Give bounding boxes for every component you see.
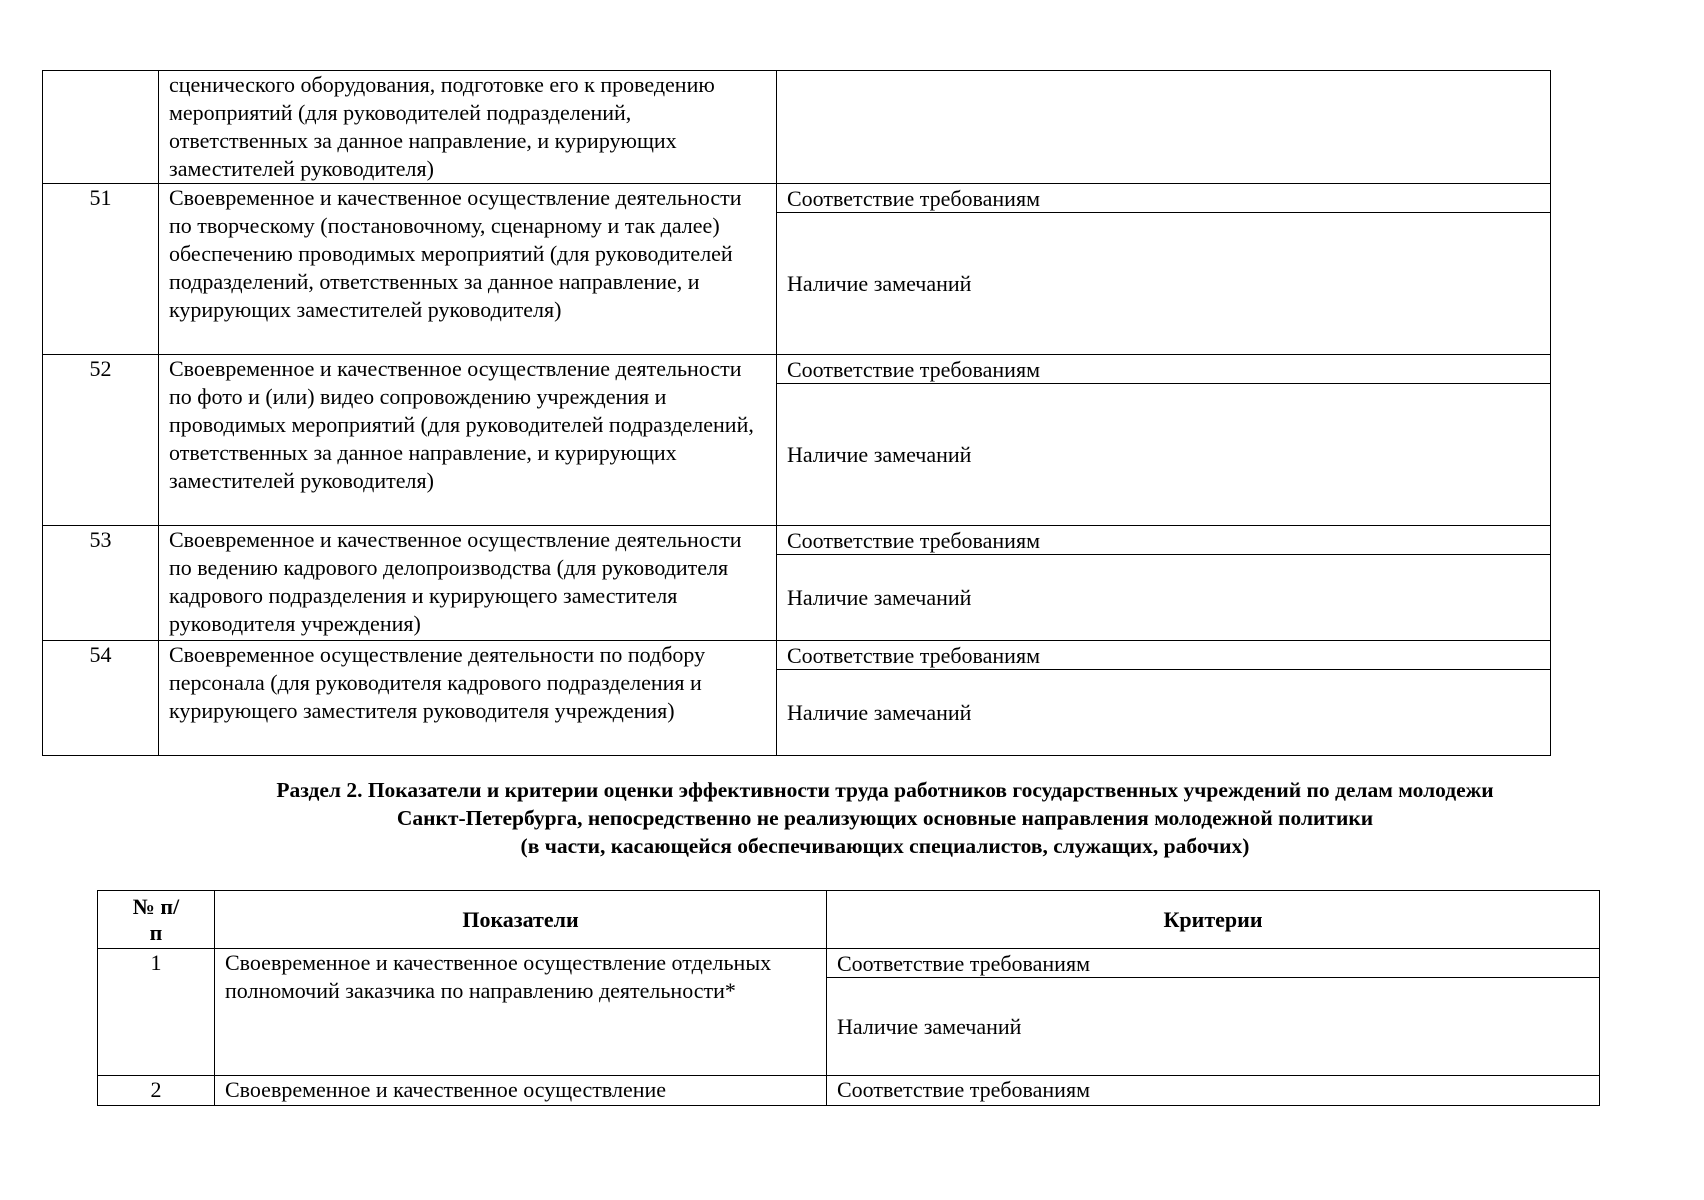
criteria-table-continued — [42, 70, 1551, 756]
section-heading-line: (в части, касающейся обеспечивающих специалистов, служащих, рабочих) — [520, 834, 1250, 858]
indicator-text: Своевременное и качественное осуществление деятельности по творческому (постановочному, сценарному и так далее) обеспечению проводимых мероприятий (для руководителей подразделений, ответственных за данное направление, и курирующих заместителей руководителя) — [159, 184, 777, 355]
criteria-cell — [827, 1076, 1600, 1106]
row-number: 2 — [98, 1076, 215, 1106]
table-row — [43, 641, 1551, 756]
criteria-table-section2 — [97, 890, 1600, 1106]
criterion-compliance: Соответствие требованиям — [837, 1077, 1090, 1102]
criterion-remarks: Наличие замечаний — [787, 699, 972, 725]
table-header-row — [98, 891, 1600, 949]
criterion-remarks: Наличие замечаний — [837, 1013, 1022, 1039]
header-criteria: Критерии — [827, 891, 1600, 949]
row-number: 54 — [43, 641, 159, 756]
table-row — [98, 1076, 1600, 1106]
criteria-cell — [777, 526, 1551, 641]
indicator-text: Своевременное и качественное осуществление — [215, 1076, 827, 1106]
header-number: № п/п — [98, 891, 215, 949]
table-row — [43, 71, 1551, 184]
table-row — [43, 355, 1551, 526]
row-number: 53 — [43, 526, 159, 641]
criterion-compliance: Соответствие требованиям — [777, 526, 1550, 555]
section-heading-line: Санкт-Петербурга, непосредственно не реализующих основные направления молодежной политики — [396, 806, 1374, 830]
criterion-compliance: Соответствие требованиям — [777, 641, 1550, 670]
indicator-text: сценического оборудования, подготовке его к проведению мероприятий (для руководителей подразделений, ответственных за данное направление, и курирующих заместителей руководителя) — [159, 71, 777, 184]
criterion-remarks: Наличие замечаний — [787, 270, 972, 296]
row-number — [43, 71, 159, 184]
indicator-text: Своевременное и качественное осуществление деятельности по фото и (или) видео сопровождению учреждения и проводимых мероприятий (для руководителей подразделений, ответственных за данное направление, и курирующих заместителей руководителя) — [159, 355, 777, 526]
criteria-cell — [777, 641, 1551, 756]
criterion-compliance: Соответствие требованиям — [777, 355, 1550, 384]
row-number: 51 — [43, 184, 159, 355]
criteria-cell — [777, 355, 1551, 526]
section-heading — [150, 776, 1620, 860]
section-heading-line: Раздел 2. Показатели и критерии оценки эффективности труда работников государственных учреждений по делам молодежи — [276, 778, 1494, 802]
criterion-remarks: Наличие замечаний — [787, 584, 972, 610]
table-row — [98, 949, 1600, 1076]
criteria-cell — [827, 949, 1600, 1076]
indicator-text: Своевременное осуществление деятельности по подбору персонала (для руководителя кадрового подразделения и курирующего заместителя руководителя учреждения) — [159, 641, 777, 756]
row-number: 1 — [98, 949, 215, 1076]
criteria-cell — [777, 71, 1551, 184]
criteria-cell — [777, 184, 1551, 355]
criterion-compliance: Соответствие требованиям — [827, 949, 1599, 978]
table-row — [43, 526, 1551, 641]
indicator-text: Своевременное и качественное осуществление деятельности по ведению кадрового делопроизводства (для руководителя кадрового подразделения и курирующего заместителя руководителя учреждения) — [159, 526, 777, 641]
indicator-text: Своевременное и качественное осуществление отдельных полномочий заказчика по направлению деятельности* — [215, 949, 827, 1076]
row-number: 52 — [43, 355, 159, 526]
criterion-remarks: Наличие замечаний — [787, 441, 972, 467]
header-indicators: Показатели — [215, 891, 827, 949]
criterion-compliance: Соответствие требованиям — [777, 184, 1550, 213]
table-row — [43, 184, 1551, 355]
